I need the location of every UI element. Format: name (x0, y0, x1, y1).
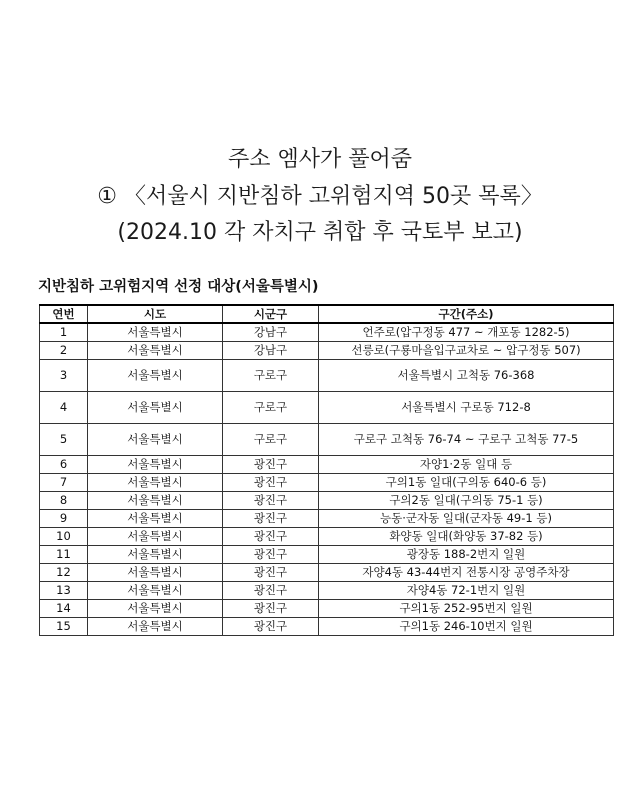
cell-district: 광진구 (223, 545, 319, 563)
cell-province: 서울특별시 (88, 509, 223, 527)
cell-no: 4 (40, 391, 88, 423)
cell-address: 서울특별시 고척동 76-368 (319, 359, 614, 391)
cell-no: 10 (40, 527, 88, 545)
cell-district: 구로구 (223, 423, 319, 455)
table-row (40, 617, 614, 635)
cell-district: 광진구 (223, 509, 319, 527)
cell-district: 강남구 (223, 323, 319, 341)
cell-province: 서울특별시 (88, 455, 223, 473)
cell-province: 서울특별시 (88, 423, 223, 455)
cell-province: 서울특별시 (88, 581, 223, 599)
cell-address: 광장동 188-2번지 일원 (319, 545, 614, 563)
table-row (40, 563, 614, 581)
cell-district: 광진구 (223, 563, 319, 581)
table-row (40, 391, 614, 423)
cell-province: 서울특별시 (88, 341, 223, 359)
cell-address: 서울특별시 구로동 712-8 (319, 391, 614, 423)
cell-district: 광진구 (223, 527, 319, 545)
cell-district: 광진구 (223, 617, 319, 635)
cell-district: 구로구 (223, 391, 319, 423)
cell-address: 구의2동 일대(구의동 75-1 등) (319, 491, 614, 509)
risk-area-table (39, 304, 614, 636)
cell-province: 서울특별시 (88, 563, 223, 581)
table-row (40, 359, 614, 391)
cell-no: 14 (40, 599, 88, 617)
cell-no: 12 (40, 563, 88, 581)
table-header-row (40, 305, 614, 323)
headline-line-2: ① 〈서울시 지반침하 고위험지역 50곳 목록〉 (97, 184, 543, 209)
cell-province: 서울특별시 (88, 491, 223, 509)
cell-no: 5 (40, 423, 88, 455)
cell-no: 15 (40, 617, 88, 635)
headline-line-1: 주소 엠사가 풀어줌 (227, 147, 412, 172)
section-title: 지반침하 고위험지역 선정 대상(서울특별시) (38, 279, 319, 295)
table-row (40, 509, 614, 527)
cell-address: 자양1·2동 일대 등 (319, 455, 614, 473)
cell-address: 언주로(압구정동 477 ~ 개포동 1282-5) (319, 323, 614, 341)
header-district: 시군구 (223, 305, 319, 323)
table-row (40, 341, 614, 359)
cell-district: 강남구 (223, 341, 319, 359)
cell-province: 서울특별시 (88, 599, 223, 617)
table-row (40, 527, 614, 545)
cell-no: 3 (40, 359, 88, 391)
cell-address: 화양동 일대(화양동 37-82 등) (319, 527, 614, 545)
cell-district: 광진구 (223, 599, 319, 617)
cell-address: 자양4동 43-44번지 전통시장 공영주차장 (319, 563, 614, 581)
cell-address: 구의1동 일대(구의동 640-6 등) (319, 473, 614, 491)
cell-province: 서울특별시 (88, 527, 223, 545)
cell-province: 서울특별시 (88, 323, 223, 341)
table-row (40, 473, 614, 491)
cell-no: 1 (40, 323, 88, 341)
cell-district: 광진구 (223, 455, 319, 473)
table-row (40, 323, 614, 341)
table-row (40, 545, 614, 563)
headline-line-3: (2024.10 각 자치구 취합 후 국토부 보고) (117, 220, 523, 245)
cell-no: 11 (40, 545, 88, 563)
table-row (40, 581, 614, 599)
cell-province: 서울특별시 (88, 617, 223, 635)
cell-district: 광진구 (223, 491, 319, 509)
table-row (40, 599, 614, 617)
cell-district: 광진구 (223, 473, 319, 491)
cell-address: 자양4동 72-1번지 일원 (319, 581, 614, 599)
cell-address: 능동·군자동 일대(군자동 49-1 등) (319, 509, 614, 527)
cell-no: 2 (40, 341, 88, 359)
cell-no: 6 (40, 455, 88, 473)
cell-province: 서울특별시 (88, 359, 223, 391)
cell-province: 서울특별시 (88, 473, 223, 491)
cell-no: 9 (40, 509, 88, 527)
cell-no: 13 (40, 581, 88, 599)
header-address: 구간(주소) (319, 305, 614, 323)
header-province: 시도 (88, 305, 223, 323)
table-row (40, 423, 614, 455)
cell-province: 서울특별시 (88, 391, 223, 423)
cell-no: 8 (40, 491, 88, 509)
cell-no: 7 (40, 473, 88, 491)
cell-address: 구로구 고척동 76-74 ~ 구로구 고척동 77-5 (319, 423, 614, 455)
table-row (40, 455, 614, 473)
cell-district: 구로구 (223, 359, 319, 391)
cell-address: 선릉로(구룡마을입구교차로 ~ 압구정동 507) (319, 341, 614, 359)
cell-address: 구의1동 252-95번지 일원 (319, 599, 614, 617)
cell-district: 광진구 (223, 581, 319, 599)
header-no: 연번 (40, 305, 88, 323)
cell-address: 구의1동 246-10번지 일원 (319, 617, 614, 635)
cell-province: 서울특별시 (88, 545, 223, 563)
table-row (40, 491, 614, 509)
